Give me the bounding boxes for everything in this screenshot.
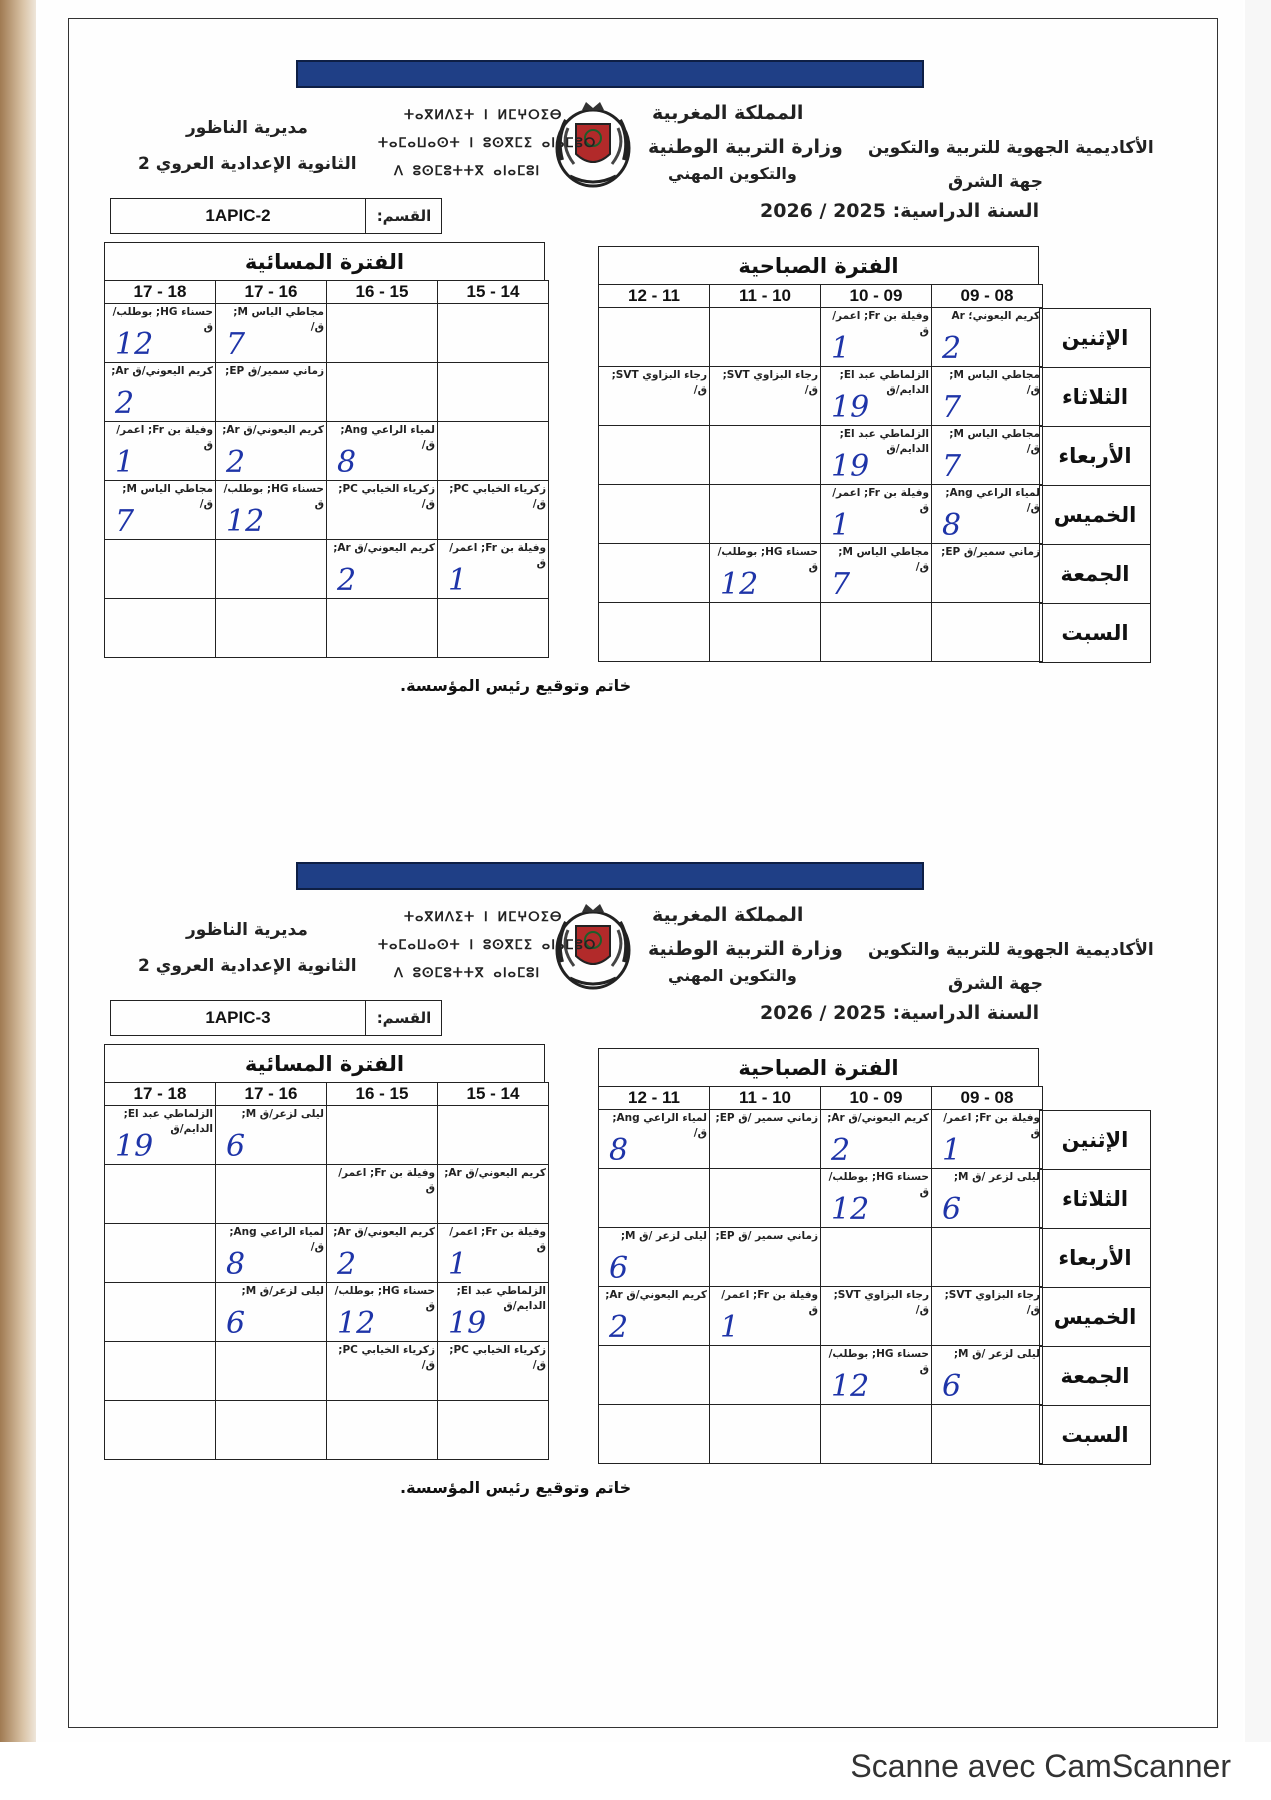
cell-teacher: كريم اليعوني؛ Ar: [951, 310, 1040, 322]
morning-hour-header: 12 - 11: [599, 285, 710, 308]
morning-cell: [932, 1169, 1043, 1228]
morning-hour-header: 11 - 10: [710, 285, 821, 308]
cell-teacher: الزلماطي عبد El; الدايم/ق: [456, 1285, 546, 1312]
morning-cell: [932, 1287, 1043, 1346]
evening-cell: [327, 1165, 438, 1224]
cell-teacher: زماني سمير/ق EP;: [225, 365, 324, 377]
morning-hour-header: 09 - 08: [932, 1087, 1043, 1110]
cell-room-number: 7: [831, 567, 851, 602]
directorate-name: مديرية الناظور: [186, 920, 308, 940]
school-year: السنة الدراسية: 2025 / 2026: [760, 1002, 1040, 1024]
cell-teacher: مجاطي الياس M; ق/: [949, 428, 1040, 455]
cell-teacher: كريم اليعوني/ق Ar;: [444, 1167, 546, 1179]
day-label: الثلاثاء: [1040, 368, 1151, 427]
ministry-title: وزارة التربية الوطنية: [648, 938, 843, 960]
cell-teacher: زكرياء الخيابي PC; ق/: [338, 483, 435, 510]
cell-room-number: 12: [226, 504, 265, 539]
evening-hour-header: 15 - 14: [438, 1083, 549, 1106]
morning-hour-header: 10 - 09: [821, 1087, 932, 1110]
evening-cell: [438, 1283, 549, 1342]
morning-cell: [599, 1228, 710, 1287]
evening-cell: [216, 422, 327, 481]
evening-cell: [216, 1342, 327, 1401]
cell-room-number: 19: [831, 390, 870, 425]
morning-cell: [710, 367, 821, 426]
cell-room-number: 1: [115, 445, 135, 480]
morning-hour-header: 10 - 09: [821, 285, 932, 308]
signature-line: خاتم وتوقيع رئيس المؤسسة.: [400, 676, 632, 695]
cell-room-number: 6: [609, 1251, 629, 1286]
morning-cell: [710, 1405, 821, 1464]
evening-hour-header: 16 - 15: [327, 1083, 438, 1106]
cell-teacher: كريم اليعوني/ق Ar;: [605, 1289, 707, 1301]
morning-cell: [710, 1228, 821, 1287]
cell-teacher: وفيلة بن Fr; اعمر/ق: [943, 1112, 1040, 1139]
morning-cell: [599, 1405, 710, 1464]
evening-hour-header: 17 - 18: [105, 1083, 216, 1106]
day-label: الأربعاء: [1040, 1229, 1151, 1288]
header-bar: [296, 60, 924, 88]
evening-cell: [105, 540, 216, 599]
cell-room-number: 7: [942, 390, 962, 425]
academy-name: الأكاديمية الجهوية للتربية والتكوين: [868, 940, 1154, 960]
cell-room-number: 6: [226, 1306, 246, 1341]
header-bar: [296, 862, 924, 890]
morning-cell: [821, 1169, 932, 1228]
cell-teacher: حسناء HG; بوطلب/ق: [828, 1171, 929, 1198]
day-label: الأربعاء: [1040, 427, 1151, 486]
morning-period-title: الفترة الصباحية: [598, 1048, 1039, 1087]
morning-cell: [710, 426, 821, 485]
cell-room-number: 19: [448, 1306, 487, 1341]
day-label: الخميس: [1040, 486, 1151, 545]
morning-cell: [932, 1110, 1043, 1169]
cell-teacher: مجاطي الياس M; ق/: [838, 546, 929, 573]
day-column: [1039, 308, 1151, 663]
cell-room-number: 7: [226, 327, 246, 362]
evening-cell: [105, 304, 216, 363]
day-label: السبت: [1040, 1406, 1151, 1465]
ministry-subtitle: والتكوين المهني: [668, 164, 797, 183]
morning-hour-header: 09 - 08: [932, 285, 1043, 308]
cell-teacher: زماني سمير /ق EP;: [715, 1112, 818, 1124]
evening-cell: [438, 1342, 549, 1401]
school-year: السنة الدراسية: 2025 / 2026: [760, 200, 1040, 222]
cell-room-number: 8: [337, 445, 357, 480]
class-box: [110, 1000, 442, 1036]
academy-name: الأكاديمية الجهوية للتربية والتكوين: [868, 138, 1154, 158]
evening-cell: [216, 1106, 327, 1165]
morning-cell: [599, 603, 710, 662]
evening-period-title: الفترة المسائية: [104, 242, 545, 281]
cell-room-number: 1: [831, 508, 851, 543]
class-value: 1APIC-3: [205, 1008, 271, 1027]
evening-cell: [105, 1224, 216, 1283]
morning-cell: [932, 1405, 1043, 1464]
evening-cell: [105, 1106, 216, 1165]
class-label: القسم:: [365, 199, 442, 233]
cell-teacher: زكرياء الخيابي PC; ق/: [449, 483, 546, 510]
evening-cell: [216, 304, 327, 363]
cell-room-number: 2: [337, 563, 357, 598]
evening-cell: [438, 422, 549, 481]
morning-cell: [821, 1287, 932, 1346]
evening-cell: [105, 422, 216, 481]
evening-cell: [216, 363, 327, 422]
evening-cell: [438, 363, 549, 422]
morning-cell: [821, 308, 932, 367]
day-label: الإثنين: [1040, 1111, 1151, 1170]
morning-cell: [932, 1346, 1043, 1405]
cell-teacher: كريم اليعوني/ق Ar;: [222, 424, 324, 436]
morning-cell: [710, 1346, 821, 1405]
evening-period-title: الفترة المسائية: [104, 1044, 545, 1083]
morning-cell: [710, 544, 821, 603]
morning-cell: [932, 603, 1043, 662]
morning-grid: [598, 284, 1043, 662]
morning-cell: [821, 1110, 932, 1169]
cell-room-number: 2: [226, 445, 246, 480]
evening-cell: [105, 363, 216, 422]
scanner-watermark: Scanne avec CamScanner: [850, 1748, 1231, 1784]
cell-teacher: لمياء الراعي Ang; ق/: [945, 487, 1040, 514]
cell-teacher: حسناء HG; بوطلب/ق: [112, 306, 213, 333]
evening-cell: [327, 1106, 438, 1165]
evening-cell: [327, 1342, 438, 1401]
cell-room-number: 2: [831, 1133, 851, 1168]
evening-cell: [327, 304, 438, 363]
kingdom-title: المملكة المغربية: [652, 102, 804, 124]
evening-cell: [327, 1401, 438, 1460]
ministry-title: وزارة التربية الوطنية: [648, 136, 843, 158]
signature-line: خاتم وتوقيع رئيس المؤسسة.: [400, 1478, 632, 1497]
cell-room-number: 7: [115, 504, 135, 539]
cell-teacher: زماني سمير/ق EP;: [941, 546, 1040, 558]
evening-cell: [438, 540, 549, 599]
morning-cell: [932, 308, 1043, 367]
cell-teacher: وفيلة بن Fr; اعمر/ق: [721, 1289, 818, 1316]
day-label: السبت: [1040, 604, 1151, 663]
cell-teacher: وفيلة بن Fr; اعمر/ق: [832, 487, 929, 514]
cell-teacher: وفيلة بن Fr; اعمر/ق: [116, 424, 213, 451]
tifinagh-line-1: ⵜⴰⴳⵍⴷⵉⵜ ⵏ ⵍⵎⵖⵔⵉⴱ: [404, 910, 563, 925]
evening-hour-header: 17 - 18: [105, 281, 216, 304]
morning-cell: [710, 1110, 821, 1169]
cell-room-number: 8: [609, 1133, 629, 1168]
cell-teacher: حسناء HG; بوطلب/ق: [223, 483, 324, 510]
cell-teacher: رجاء البزاوي SVT; ق/: [833, 1289, 929, 1316]
morning-cell: [599, 485, 710, 544]
cell-teacher: لمياء الراعي Ang; ق/: [612, 1112, 707, 1139]
evening-cell: [216, 481, 327, 540]
cell-room-number: 12: [115, 327, 154, 362]
tifinagh-line-2: ⵜⴰⵎⴰⵡⴰⵙⵜ ⵏ ⵓⵙⴳⵎⵉ ⴰⵏⴰⵎⵓⵔ: [378, 136, 597, 151]
evening-cell: [327, 481, 438, 540]
morning-cell: [710, 1169, 821, 1228]
school-name: الثانوية الإعدادية العروي 2: [138, 956, 357, 976]
morning-cell: [821, 1405, 932, 1464]
cell-teacher: ليلى لزعر/ق M;: [241, 1285, 324, 1297]
morning-cell: [821, 603, 932, 662]
cell-room-number: 1: [720, 1310, 740, 1345]
cell-teacher: زكرياء الخيابي PC; ق/: [449, 1344, 546, 1371]
evening-hour-header: 16 - 15: [327, 281, 438, 304]
evening-cell: [105, 481, 216, 540]
morning-cell: [821, 1228, 932, 1287]
evening-cell: [438, 1106, 549, 1165]
region-name: جهة الشرق: [948, 974, 1043, 994]
cell-room-number: 7: [942, 449, 962, 484]
morning-cell: [821, 367, 932, 426]
cell-teacher: وفيلة بن Fr; اعمر/ق: [832, 310, 929, 337]
evening-cell: [438, 599, 549, 658]
cell-teacher: رجاء البزاوي SVT; ق/: [611, 369, 707, 396]
evening-hour-header: 15 - 14: [438, 281, 549, 304]
cell-room-number: 2: [942, 331, 962, 366]
cell-teacher: زكرياء الخيابي PC; ق/: [338, 1344, 435, 1371]
cell-room-number: 6: [942, 1369, 962, 1404]
evening-cell: [216, 540, 327, 599]
evening-cell: [105, 599, 216, 658]
directorate-name: مديرية الناظور: [186, 118, 308, 138]
ministry-subtitle: والتكوين المهني: [668, 966, 797, 985]
evening-cell: [105, 1401, 216, 1460]
morning-cell: [821, 1346, 932, 1405]
cell-room-number: 12: [831, 1192, 870, 1227]
cell-teacher: لمياء الراعي Ang; ق/: [340, 424, 435, 451]
cell-teacher: زماني سمير /ق EP;: [715, 1230, 818, 1242]
cell-teacher: رجاء البزاوي SVT; ق/: [944, 1289, 1040, 1316]
morning-cell: [821, 426, 932, 485]
cell-teacher: ليلى لزعر/ق M;: [241, 1108, 324, 1120]
background-edge: [0, 0, 38, 1800]
cell-teacher: مجاطي الياس M; ق/: [949, 369, 1040, 396]
evening-cell: [438, 1224, 549, 1283]
morning-cell: [599, 544, 710, 603]
tifinagh-line-3: ⴷ ⵓⵙⵎⵓⵜⵜⴳ ⴰⵏⴰⵎⵓⵏ: [394, 966, 541, 981]
evening-cell: [216, 599, 327, 658]
tifinagh-line-1: ⵜⴰⴳⵍⴷⵉⵜ ⵏ ⵍⵎⵖⵔⵉⴱ: [404, 108, 563, 123]
morning-cell: [599, 1110, 710, 1169]
morning-cell: [821, 544, 932, 603]
morning-cell: [932, 426, 1043, 485]
evening-cell: [216, 1165, 327, 1224]
morning-cell: [599, 1169, 710, 1228]
evening-cell: [216, 1283, 327, 1342]
tifinagh-line-3: ⴷ ⵓⵙⵎⵓⵜⵜⴳ ⴰⵏⴰⵎⵓⵏ: [394, 164, 541, 179]
evening-cell: [105, 1342, 216, 1401]
morning-cell: [599, 1287, 710, 1346]
cell-teacher: كريم اليعوني/ق Ar;: [333, 542, 435, 554]
cell-teacher: حسناء HG; بوطلب/ق: [828, 1348, 929, 1375]
morning-cell: [710, 485, 821, 544]
cell-room-number: 6: [226, 1129, 246, 1164]
morning-cell: [599, 308, 710, 367]
cell-room-number: 1: [448, 563, 468, 598]
evening-cell: [438, 481, 549, 540]
evening-cell: [327, 363, 438, 422]
cell-teacher: مجاطي الياس M; ق/: [122, 483, 213, 510]
class-box: [110, 198, 442, 234]
evening-hour-header: 17 - 16: [216, 1083, 327, 1106]
class-label: القسم:: [365, 1001, 442, 1035]
evening-cell: [327, 599, 438, 658]
evening-cell: [438, 304, 549, 363]
evening-grid: [104, 1082, 549, 1460]
evening-grid: [104, 280, 549, 658]
cell-room-number: 12: [720, 567, 759, 602]
morning-cell: [932, 1228, 1043, 1287]
day-label: الجمعة: [1040, 1347, 1151, 1406]
cell-teacher: رجاء البزاوي SVT; ق/: [722, 369, 818, 396]
cell-teacher: حسناء HG; بوطلب/ق: [717, 546, 818, 573]
morning-cell: [599, 1346, 710, 1405]
class-value: 1APIC-2: [205, 206, 271, 225]
cell-room-number: 1: [448, 1247, 468, 1282]
cell-room-number: 19: [831, 449, 870, 484]
cell-room-number: 6: [942, 1192, 962, 1227]
cell-teacher: كريم اليعوني/ق Ar;: [111, 365, 213, 377]
cell-room-number: 8: [226, 1247, 246, 1282]
region-name: جهة الشرق: [948, 172, 1043, 192]
day-label: الخميس: [1040, 1288, 1151, 1347]
cell-room-number: 12: [831, 1369, 870, 1404]
morning-grid: [598, 1086, 1043, 1464]
cell-teacher: حسناء HG; بوطلب/ق: [334, 1285, 435, 1312]
background-edge-right: [1245, 0, 1271, 1800]
morning-hour-header: 11 - 10: [710, 1087, 821, 1110]
evening-cell: [327, 422, 438, 481]
cell-teacher: الزلماطي عبد El; الدايم/ق: [123, 1108, 213, 1135]
cell-teacher: مجاطي الياس M; ق/: [233, 306, 324, 333]
day-label: الإثنين: [1040, 309, 1151, 368]
day-label: الثلاثاء: [1040, 1170, 1151, 1229]
evening-cell: [105, 1165, 216, 1224]
cell-room-number: 1: [831, 331, 851, 366]
cell-teacher: كريم اليعوني/ق Ar;: [827, 1112, 929, 1124]
cell-teacher: الزلماطي عبد El; الدايم/ق: [839, 369, 929, 396]
evening-cell: [438, 1401, 549, 1460]
cell-teacher: ليلى لزعر /ق M;: [953, 1348, 1040, 1360]
morning-hour-header: 12 - 11: [599, 1087, 710, 1110]
cell-teacher: وفيلة بن Fr; اعمر/ق: [449, 1226, 546, 1253]
evening-cell: [327, 1283, 438, 1342]
cell-teacher: لمياء الراعي Ang; ق/: [229, 1226, 324, 1253]
cell-teacher: الزلماطي عبد El; الدايم/ق: [839, 428, 929, 455]
morning-cell: [710, 308, 821, 367]
cell-room-number: 12: [337, 1306, 376, 1341]
day-label: الجمعة: [1040, 545, 1151, 604]
cell-teacher: ليلى لزعر /ق M;: [620, 1230, 707, 1242]
evening-cell: [216, 1224, 327, 1283]
day-column: [1039, 1110, 1151, 1465]
cell-room-number: 8: [942, 508, 962, 543]
cell-room-number: 2: [115, 386, 135, 421]
tifinagh-line-2: ⵜⴰⵎⴰⵡⴰⵙⵜ ⵏ ⵓⵙⴳⵎⵉ ⴰⵏⴰⵎⵓⵔ: [378, 938, 597, 953]
morning-cell: [710, 603, 821, 662]
morning-cell: [710, 1287, 821, 1346]
morning-cell: [599, 367, 710, 426]
cell-room-number: 1: [942, 1133, 962, 1168]
kingdom-title: المملكة المغربية: [652, 904, 804, 926]
cell-teacher: وفيلة بن Fr; اعمر/ق: [338, 1167, 435, 1194]
school-name: الثانوية الإعدادية العروي 2: [138, 154, 357, 174]
morning-cell: [599, 426, 710, 485]
evening-cell: [105, 1283, 216, 1342]
evening-cell: [327, 540, 438, 599]
cell-room-number: 19: [115, 1129, 154, 1164]
cell-teacher: ليلى لزعر /ق M;: [953, 1171, 1040, 1183]
cell-teacher: وفيلة بن Fr; اعمر/ق: [449, 542, 546, 569]
morning-cell: [821, 485, 932, 544]
morning-cell: [932, 544, 1043, 603]
evening-cell: [216, 1401, 327, 1460]
evening-cell: [438, 1165, 549, 1224]
cell-room-number: 2: [609, 1310, 629, 1345]
morning-period-title: الفترة الصباحية: [598, 246, 1039, 285]
morning-cell: [932, 485, 1043, 544]
evening-cell: [327, 1224, 438, 1283]
morning-cell: [932, 367, 1043, 426]
cell-teacher: كريم اليعوني/ق Ar;: [333, 1226, 435, 1238]
evening-hour-header: 17 - 16: [216, 281, 327, 304]
cell-room-number: 2: [337, 1247, 357, 1282]
